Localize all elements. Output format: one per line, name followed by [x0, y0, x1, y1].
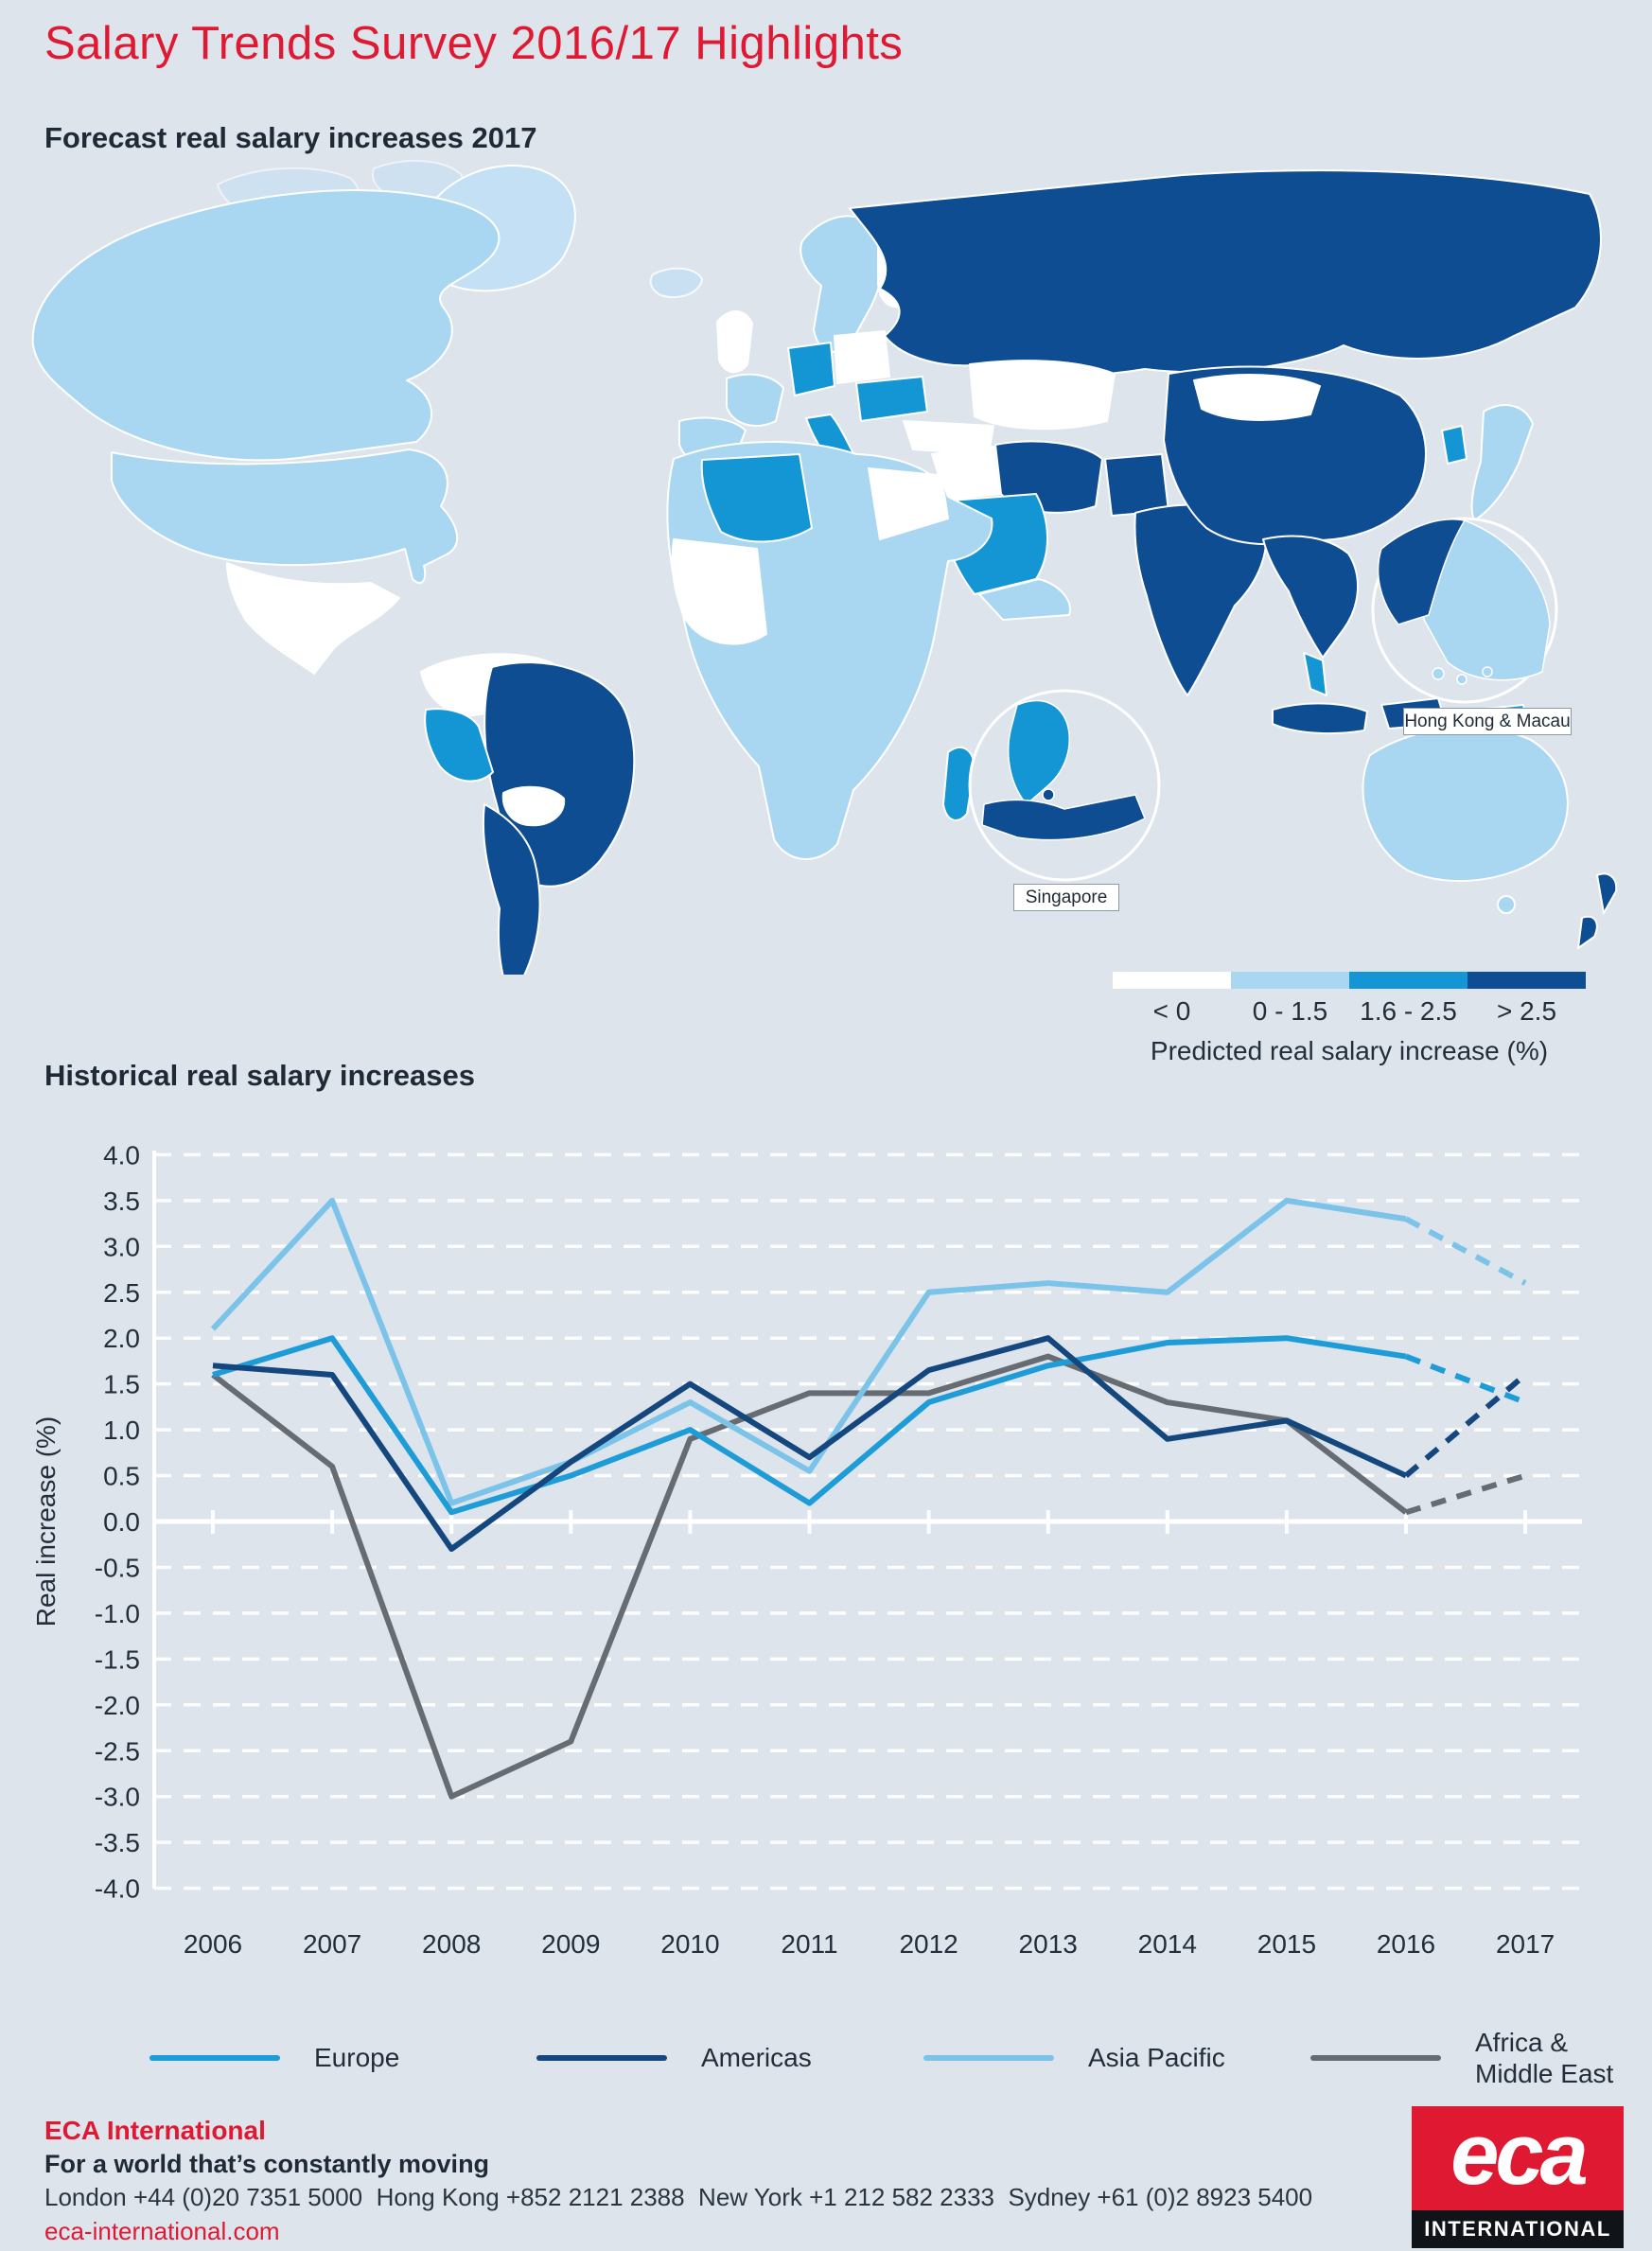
page-title: Salary Trends Survey 2016/17 Highlights: [44, 18, 904, 69]
legend-label: 0 - 1.5: [1252, 996, 1328, 1026]
svg-text:-0.5: -0.5: [94, 1553, 140, 1583]
svg-text:2.5: 2.5: [103, 1277, 140, 1308]
svg-text:2012: 2012: [899, 1929, 958, 1959]
legend-series-label: Africa & Middle East: [1475, 2027, 1614, 2088]
legend-series-label: Europe: [314, 2043, 400, 2073]
legend-line-swatch: [536, 2055, 667, 2061]
svg-text:3.0: 3.0: [103, 1232, 140, 1262]
svg-text:2016: 2016: [1376, 1929, 1436, 1959]
eca-logo-mark: [1412, 2106, 1624, 2210]
legend-line-swatch: [149, 2055, 280, 2061]
svg-text:2013: 2013: [1018, 1929, 1078, 1959]
svg-text:-3.0: -3.0: [94, 1782, 140, 1812]
svg-text:-1.5: -1.5: [94, 1644, 140, 1675]
chart-legend-item: [536, 2016, 812, 2100]
svg-text:2.0: 2.0: [103, 1324, 140, 1354]
map-legend-caption: Predicted real salary increase (%): [1150, 1036, 1549, 1065]
legend-series-label: Americas: [701, 2043, 812, 2073]
hongkong-inset-label: Hong Kong & Macau: [1403, 708, 1572, 735]
footer-contact-numbers: London +44 (0)20 7351 5000 Hong Kong +852 2121 2388 New York +1 212 582 2333 Sydney +61 (0)2 8923 5400: [44, 2183, 1313, 2211]
footer-website-link[interactable]: eca-international.com: [44, 2217, 280, 2245]
singapore-inset: [970, 691, 1159, 880]
svg-text:2017: 2017: [1495, 1929, 1555, 1959]
legend-label: 1.6 - 2.5: [1360, 996, 1457, 1026]
line-chart: [0, 1117, 1652, 1978]
svg-text:2008: 2008: [422, 1929, 482, 1959]
svg-text:2010: 2010: [660, 1929, 720, 1959]
svg-text:-2.5: -2.5: [94, 1736, 140, 1767]
svg-text:Real increase (%): Real increase (%): [31, 1416, 61, 1627]
eca-logo-subtext: INTERNATIONAL: [1424, 2217, 1611, 2241]
singapore-inset-label: Singapore: [1013, 884, 1119, 911]
svg-text:-3.5: -3.5: [94, 1828, 140, 1858]
legend-label: > 2.5: [1496, 996, 1557, 1026]
map-legend-colorbar: [1113, 972, 1586, 989]
svg-text:2007: 2007: [302, 1929, 362, 1959]
svg-text:4.0: 4.0: [103, 1140, 140, 1170]
svg-text:2006: 2006: [183, 1929, 243, 1959]
world-map: [0, 142, 1652, 975]
svg-text:2011: 2011: [781, 1929, 838, 1959]
svg-text:2014: 2014: [1137, 1929, 1197, 1959]
svg-text:2015: 2015: [1257, 1929, 1317, 1959]
legend-seg-1-6-2-5: [1349, 972, 1467, 989]
chart-legend-item: [149, 2016, 399, 2100]
legend-line-swatch: [1310, 2055, 1441, 2061]
footer-tagline: For a world that’s constantly moving: [44, 2150, 490, 2178]
footer-company-name: ECA International: [44, 2116, 266, 2145]
eca-logo: [1412, 2106, 1624, 2248]
svg-text:-4.0: -4.0: [94, 1873, 140, 1904]
legend-line-swatch: [923, 2055, 1054, 2061]
svg-text:1.0: 1.0: [103, 1416, 140, 1446]
svg-text:1.5: 1.5: [103, 1369, 140, 1399]
eca-logo-text: eca: [1450, 2106, 1585, 2203]
svg-text:0.0: 0.0: [103, 1507, 140, 1537]
map-legend: [1113, 972, 1586, 1066]
svg-text:-1.0: -1.0: [94, 1598, 140, 1628]
chart-legend-item: [923, 2016, 1225, 2100]
legend-series-label: Asia Pacific: [1088, 2043, 1225, 2073]
eca-logo-bar: [1412, 2210, 1624, 2248]
legend-label: < 0: [1152, 996, 1191, 1026]
svg-text:3.5: 3.5: [103, 1186, 140, 1216]
svg-text:2009: 2009: [541, 1929, 601, 1959]
svg-text:-2.0: -2.0: [94, 1690, 140, 1720]
svg-text:0.5: 0.5: [103, 1461, 140, 1491]
hongkong-inset: [1373, 519, 1556, 702]
chart-section-title: Historical real salary increases: [44, 1059, 475, 1092]
map-section-title: Forecast real salary increases 2017: [44, 121, 537, 154]
legend-seg-above-2-5: [1467, 972, 1586, 989]
legend-seg-below-zero: [1113, 972, 1231, 989]
legend-seg-0-1-5: [1231, 972, 1349, 989]
chart-legend: [0, 2016, 1652, 2100]
chart-legend-item: [1310, 2016, 1641, 2100]
